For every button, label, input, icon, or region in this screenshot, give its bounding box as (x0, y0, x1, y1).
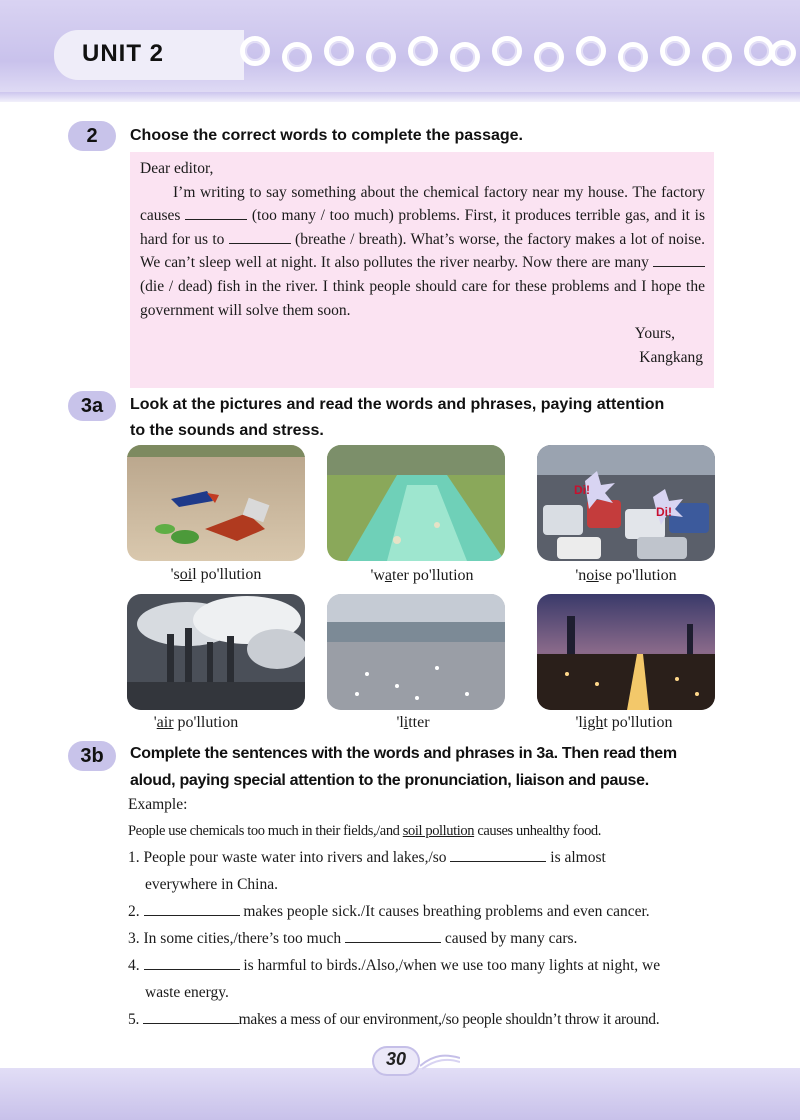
section-2-badge: 2 (68, 121, 116, 151)
caption-soil-pollution: 'soil po'llution (170, 566, 262, 583)
blank-2[interactable] (229, 229, 291, 244)
ring-icon (770, 40, 796, 66)
page-number: 30 (385, 1049, 407, 1069)
section-2-instruction: Choose the correct words to complete the passage. (130, 127, 523, 144)
letter-closing: Yours, (634, 325, 675, 343)
sentence-1-cont: everywhere in China. (145, 876, 278, 893)
letter-text: I’m writing to say something about the chemical factory near my house. The factory causes (140, 183, 705, 225)
swoosh-icon (420, 1052, 460, 1070)
ring-icon (282, 42, 312, 72)
unit-title: UNIT 2 (82, 40, 165, 67)
caption-air-pollution: 'air po'llution (153, 714, 239, 731)
sentence-4: 4. is harmful to birds./Also,/when we use too many lights at night, we (128, 957, 661, 974)
water-pollution-image (327, 445, 505, 561)
answer-blank-1[interactable] (450, 848, 546, 862)
ring-icon (366, 42, 396, 72)
answer-blank-4[interactable] (144, 956, 240, 970)
sentence-4-cont: waste energy. (145, 984, 229, 1001)
letter-body (140, 181, 705, 323)
noise-sign-2: Di! (656, 505, 672, 519)
answer-blank-5[interactable] (143, 1010, 239, 1024)
caption-noise-pollution: 'noise po'llution (575, 567, 677, 584)
caption-light-pollution: 'light po'llution (575, 714, 673, 731)
letter-text: (breathe / breath). What’s worse, the factory makes a lot of noise. We can’t sleep well at night. It also pollutes the river nearby. Now there are many (140, 230, 706, 272)
noise-pollution-image (537, 445, 715, 561)
ring-icon (324, 36, 354, 66)
ring-icon (576, 36, 606, 66)
answer-blank-3[interactable] (345, 929, 441, 943)
ring-icon (660, 36, 690, 66)
noise-sign-1: Di! (574, 483, 590, 497)
ring-icon (492, 36, 522, 66)
ring-icon (240, 36, 270, 66)
ring-icon (702, 42, 732, 72)
ring-icon (450, 42, 480, 72)
decorative-rings (236, 36, 800, 76)
ring-icon (534, 42, 564, 72)
letter-greeting: Dear editor, (140, 160, 214, 177)
light-pollution-image (537, 594, 715, 710)
example-label: Example: (128, 796, 188, 813)
section-3a-instruction-2: to the sounds and stress. (130, 422, 324, 439)
air-pollution-image (127, 594, 305, 710)
example-sentence: People use chemicals too much in their fields,/and soil pollution causes unhealthy food. (128, 823, 602, 839)
header-stripe (0, 92, 800, 102)
soil-pollution-image (127, 445, 305, 561)
blank-3[interactable] (653, 252, 705, 267)
sentence-5: 5. makes a mess of our environment,/so people shouldn’t throw it around. (128, 1011, 660, 1028)
letter-text: (too many / too much) problems. First, it produces terrible gas, and it is hard for us to (140, 207, 706, 248)
answer-blank-2[interactable] (144, 902, 240, 916)
section-3b-badge: 3b (68, 741, 116, 771)
blank-1[interactable] (185, 205, 247, 220)
letter-signature: Kangkang (639, 348, 703, 366)
section-3b-instruction-1: Complete the sentences with the words and phrases in 3a. Then read them (130, 745, 677, 762)
section-3b-instruction-2: aloud, paying special attention to the pronunciation, liaison and pause. (130, 772, 649, 789)
letter-text: (die / dead) fish in the river. I think people should care for these problems and I hope the government will solve them soon. (140, 277, 705, 319)
section-3a-badge: 3a (68, 391, 116, 421)
letter (140, 157, 705, 369)
sentence-2: 2. makes people sick./It causes breathing problems and even cancer. (128, 903, 650, 920)
litter-image (327, 594, 505, 710)
ring-icon (408, 36, 438, 66)
sentence-3: 3. In some cities,/there’s too much caused by many cars. (128, 930, 578, 947)
sentence-1: 1. People pour waste water into rivers and lakes,/so is almost (128, 849, 606, 866)
section-3a-instruction-1: Look at the pictures and read the words and phrases, paying attention (130, 396, 665, 413)
caption-litter: 'litter (396, 714, 430, 731)
ring-icon (618, 42, 648, 72)
caption-water-pollution: 'water po'llution (370, 567, 474, 584)
